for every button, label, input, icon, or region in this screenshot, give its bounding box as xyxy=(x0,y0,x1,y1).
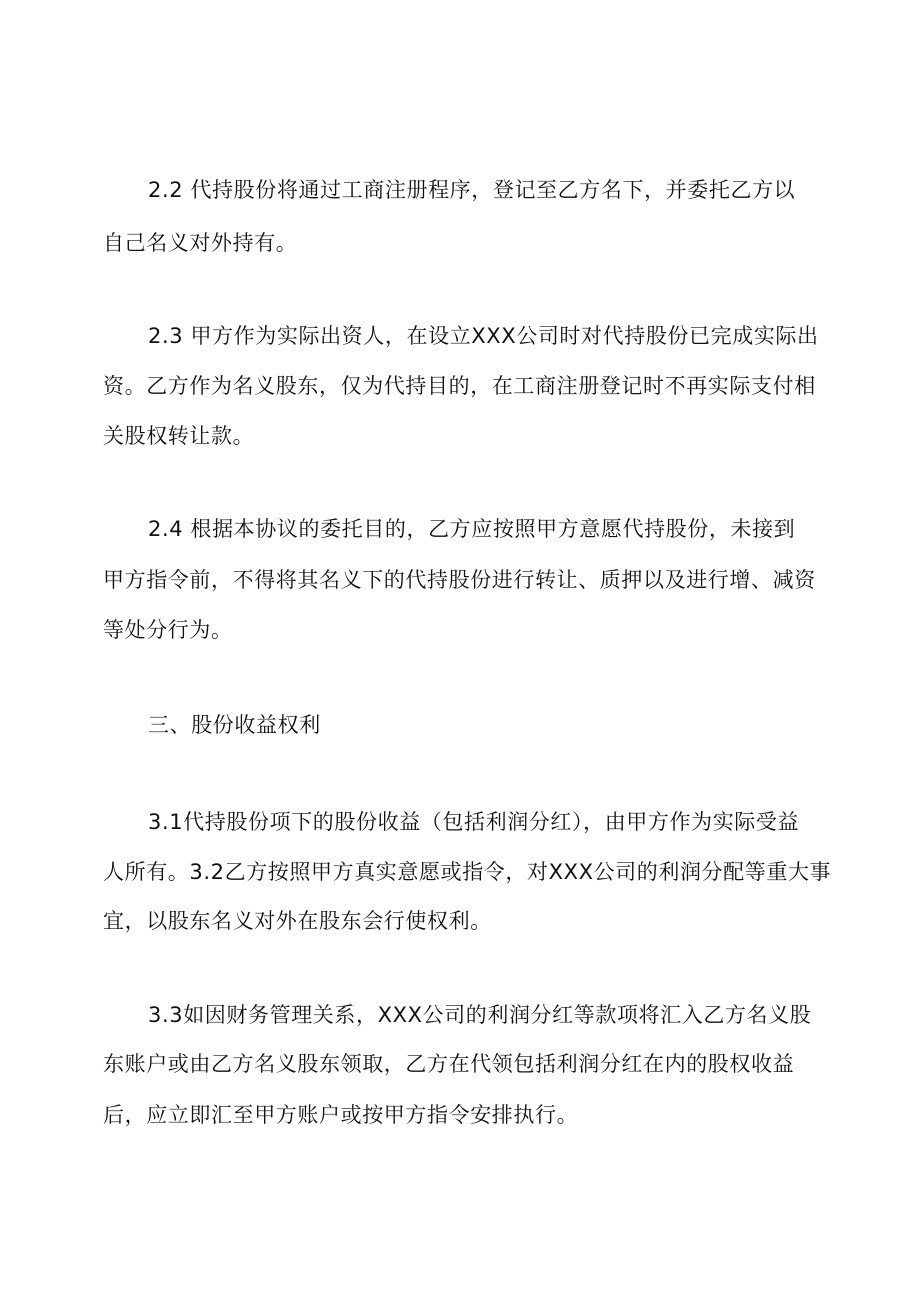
paragraph-3-1-line-1: 3.1代持股份项下的股份收益（包括利润分红），由甲方作为实际受益 xyxy=(148,810,800,834)
paragraph-2-4-line-3: 等处分行为。 xyxy=(103,618,233,642)
paragraph-3-1-line-3: 宜，以股东名义对外在股东会行使权利。 xyxy=(103,909,492,933)
paragraph-3-3-line-1: 3.3如因财务管理关系，XXX公司的利润分红等款项将汇入乙方名义股 xyxy=(148,1003,812,1027)
paragraph-2-4-line-1: 2.4 根据本协议的委托目的，乙方应按照甲方意愿代持股份，未接到 xyxy=(148,517,796,541)
paragraph-2-3-line-1: 2.3 甲方作为实际出资人，在设立XXX公司时对代持股份已完成实际出 xyxy=(148,324,819,348)
paragraph-3-3-line-2: 东账户或由乙方名义股东领取，乙方在代领包括利润分红在内的股权收益 xyxy=(103,1052,795,1076)
paragraph-2-3-line-3: 关股权转让款。 xyxy=(103,424,255,448)
paragraph-2-2-line-1: 2.2 代持股份将通过工商注册程序，登记至乙方名下，并委托乙方以 xyxy=(148,178,796,202)
section-heading-3: 三、股份收益权利 xyxy=(148,713,321,737)
paragraph-3-3-line-3: 后，应立即汇至甲方账户或按甲方指令安排执行。 xyxy=(103,1103,579,1127)
paragraph-3-1-line-2: 人所有。3.2乙方按照甲方真实意愿或指令，对XXX公司的利润分配等重大事 xyxy=(103,860,832,884)
paragraph-2-2-line-2: 自己名义对外持有。 xyxy=(103,231,298,255)
paragraph-2-4-line-2: 甲方指令前，不得将其名义下的代持股份进行转让、质押以及进行增、减资 xyxy=(103,568,816,592)
paragraph-2-3-line-2: 资。乙方作为名义股东，仅为代持目的，在工商注册登记时不再实际支付相 xyxy=(103,374,816,398)
